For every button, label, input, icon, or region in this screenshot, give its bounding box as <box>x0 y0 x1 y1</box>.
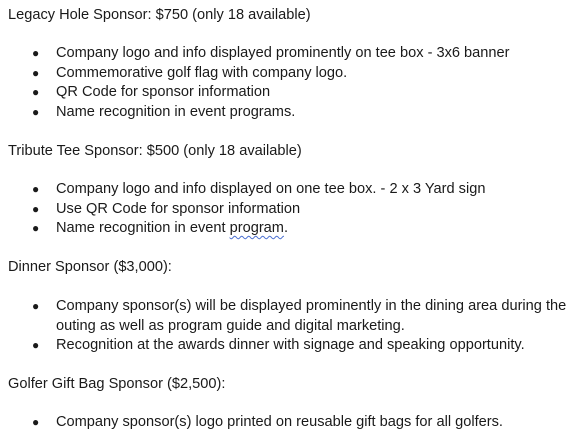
bullet-icon: ● <box>32 65 40 80</box>
bullet-icon: ● <box>32 104 40 119</box>
list-item-text[interactable]: Company sponsor(s) logo printed on reusable gift bags for all golfers. <box>56 414 503 430</box>
section-heading-dinner[interactable]: Dinner Sponsor ($3,000): <box>8 259 172 275</box>
list-item-text-prefix: Name recognition in event <box>56 220 230 236</box>
list-item-text[interactable]: Recognition at the awards dinner with signage and speaking opportunity. <box>56 337 525 353</box>
list-item-text[interactable]: Company logo and info displayed on one tee box. - 2 x 3 Yard sign <box>56 181 486 197</box>
bullet-icon: ● <box>32 201 40 216</box>
list-item-text-suffix: . <box>283 220 289 236</box>
section-heading-legacy-hole[interactable]: Legacy Hole Sponsor: $750 (only 18 available) <box>8 7 311 23</box>
spellcheck-flagged-word[interactable]: program <box>229 220 284 236</box>
list-item-text[interactable]: Commemorative golf flag with company logo. <box>56 64 348 81</box>
bullet-icon: ● <box>32 46 40 60</box>
list-item-text[interactable]: Company sponsor(s) will be displayed prominently in the dining area during the outing as well as program guide and digital marketing. <box>56 298 567 334</box>
list-item-text[interactable] <box>56 219 580 239</box>
list-item-text[interactable]: Name recognition in event programs. <box>56 103 296 120</box>
bullet-icon: ● <box>32 221 40 235</box>
bullet-icon: ● <box>32 182 40 196</box>
section-heading-gift-bag[interactable]: Golfer Gift Bag Sponsor ($2,500): <box>8 376 226 392</box>
bullet-icon: ● <box>32 85 40 99</box>
list-item-text[interactable]: Company logo and info displayed prominently on tee box - 3x6 banner <box>56 45 510 61</box>
list-item-text[interactable]: QR Code for sponsor information <box>56 84 271 100</box>
bullet-icon: ● <box>32 415 40 429</box>
bullet-icon: ● <box>32 338 40 352</box>
list-item-text[interactable]: Use QR Code for sponsor information <box>56 200 301 217</box>
section-heading-tribute-tee[interactable]: Tribute Tee Sponsor: $500 (only 18 available) <box>8 143 302 159</box>
bullet-icon: ● <box>32 299 40 313</box>
